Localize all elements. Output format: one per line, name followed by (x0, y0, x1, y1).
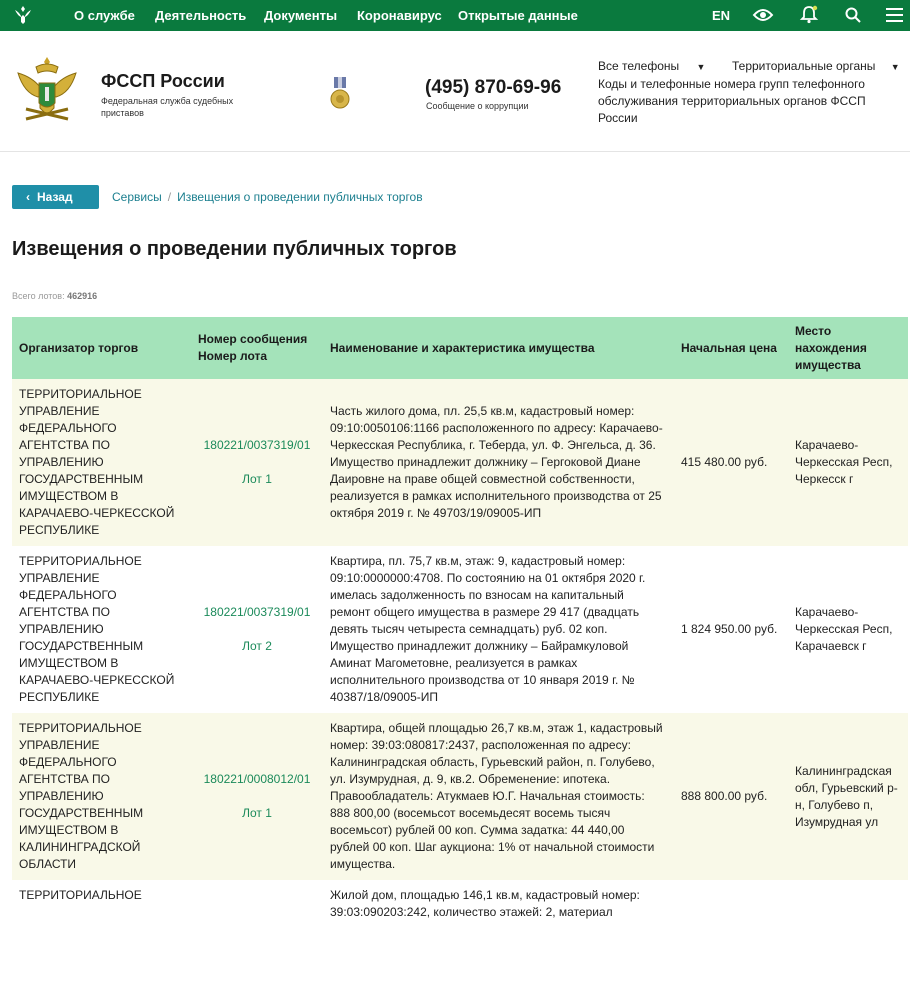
table-row[interactable] (12, 546, 908, 713)
fssp-logo[interactable] (14, 53, 80, 129)
message-number-link[interactable]: 180221/0008012/01 (203, 772, 311, 786)
bell-icon[interactable] (801, 5, 817, 24)
cell-price: 888 800.00 руб. (674, 713, 788, 880)
cell-number (191, 379, 323, 546)
total-lots (12, 291, 97, 301)
all-phones-dropdown[interactable] (598, 59, 705, 73)
col-number: Номер сообщения Номер лота (191, 317, 323, 379)
total-label: Всего лотов: (12, 291, 65, 301)
message-number-link[interactable]: 180221/0037319/01 (203, 438, 311, 452)
eye-icon[interactable] (753, 7, 773, 23)
col-description: Наименование и характеристика имущества (323, 317, 674, 379)
breadcrumb-services[interactable]: Сервисы (112, 190, 162, 204)
medal-icon (330, 77, 350, 111)
menu-icon[interactable] (886, 8, 903, 22)
table-header-row (12, 317, 908, 379)
col-price: Начальная цена (674, 317, 788, 379)
hotline-phone[interactable]: (495) 870-69-96 (425, 77, 562, 98)
phones-description: Коды и телефонные номера групп телефонного обслуживания территориальных органов ФССП России (598, 77, 866, 125)
lot-number-link[interactable]: Лот 1 (242, 472, 272, 486)
cell-description: Часть жилого дома, пл. 25,5 кв.м, кадастровый номер: 09:10:0050106:1166 расположенного по адресу: Карачаево-Черкесская Республика, г. Теберда, ул. Ф. Энгельса, д. 36. Имущество принадлежит должнику – Гергоковой Диане Даировне на праве общей совместной собственности, реализуется в рамках исполнительного производства от 25 октября 2019 г. № 49703/19/09005-ИП (323, 379, 674, 546)
org-subtitle: Федеральная служба судебных приставов (101, 96, 234, 118)
nav-coronavirus[interactable]: Коронавирус (357, 8, 442, 23)
nav-activity[interactable]: Деятельность (155, 8, 247, 23)
emblem-icon[interactable] (12, 4, 34, 26)
org-title[interactable]: ФССП России (101, 71, 225, 91)
message-number-link[interactable]: 180221/0037319/01 (203, 605, 311, 619)
auctions-table (12, 317, 908, 1000)
nav-documents[interactable]: Документы (264, 8, 338, 23)
cell-price: 415 480.00 руб. (674, 379, 788, 546)
breadcrumb-separator: / (167, 190, 172, 204)
nav-open-data[interactable]: Открытые данные (458, 8, 578, 23)
table-row[interactable] (12, 379, 908, 546)
back-label: Назад (37, 190, 73, 204)
all-phones-label: Все телефоны (598, 59, 680, 73)
table-row[interactable] (12, 713, 908, 880)
cell-location: Калининградская обл, Гурьевский р-н, Голубево п, Изумрудная ул (788, 713, 908, 880)
cell-organizer: ТЕРРИТОРИАЛЬНОЕ УПРАВЛЕНИЕ ФЕДЕРАЛЬНОГО АГЕНТСТВА ПО УПРАВЛЕНИЮ ГОСУДАРСТВЕННЫМ ИМУЩЕСТВОМ В КАРАЧАЕВО-ЧЕРКЕССКОЙ РЕСПУБЛИКЕ (12, 546, 191, 713)
cell-description: Квартира, общей площадью 26,7 кв.м, этаж 1, кадастровый номер: 39:03:080817:2437, расположенная по адресу: Калининградская область, Гурьевский район, п. Голубево, ул. Изумрудная, д. 9, кв.2. Обременение: ипотека. Правообладатель: Атукмаев Ю.Г. Начальная стоимость: 888 800,00 (восемьсот восемьдесят восемь тысяч восемьсот) рублей 00 коп. Сумма задатка: 44 440,00 рублей 00 коп. Шаг аукциона: 1% от начальной стоимости имущества. (323, 713, 674, 880)
cell-location: Карачаево-Черкесская Респ, Карачаевск г (788, 546, 908, 713)
cell-number (191, 713, 323, 880)
phone-note: Сообщение о коррупции (426, 101, 529, 111)
caret-down-icon: ▼ (696, 62, 706, 72)
cell-location: Карачаево-Черкесская Респ, Черкесск г (788, 379, 908, 546)
territorial-dropdown[interactable] (732, 59, 900, 73)
cell-description: Квартира, пл. 75,7 кв.м, этаж: 9, кадастровый номер: 09:10:0000000:4708. По состоянию на 01 октября 2020 г. имелась задолженность по взносам на капитальный ремонт общего имущества в размере 29 417 (двадцать девять тысяч четыреста семнадцать) руб. 02 коп. Имущество принадлежит должнику – Байрамкуловой Аминат Магометовне, реализуется в рамках исполнительного производства от 10 января 2019 г. № 40387/18/09005-ИП (323, 546, 674, 713)
cell-number (191, 546, 323, 713)
cell-number (191, 880, 323, 1000)
cell-price: 1 824 950.00 руб. (674, 546, 788, 713)
breadcrumb-current[interactable]: Извещения о проведении публичных торгов (177, 190, 423, 204)
breadcrumb (112, 190, 423, 204)
chevron-left-icon: ‹ (26, 190, 30, 204)
cell-price (674, 880, 788, 1000)
top-navbar (0, 0, 910, 31)
territorial-label: Территориальные органы (732, 59, 876, 73)
col-organizer: Организатор торгов (12, 317, 191, 379)
cell-description: Жилой дом, площадью 146,1 кв.м, кадастровый номер: 39:03:090203:242, количество этажей: 2, материал (323, 880, 674, 1000)
cell-organizer: ТЕРРИТОРИАЛЬНОЕ УПРАВЛЕНИЕ ФЕДЕРАЛЬНОГО АГЕНТСТВА ПО УПРАВЛЕНИЮ ГОСУДАРСТВЕННЫМ ИМУЩЕСТВОМ В КАЛИНИНГРАДСКОЙ ОБЛАСТИ (12, 713, 191, 880)
site-header (0, 31, 910, 152)
nav-about[interactable]: О службе (74, 8, 135, 23)
cell-organizer: ТЕРРИТОРИАЛЬНОЕ УПРАВЛЕНИЕ ФЕДЕРАЛЬНОГО АГЕНТСТВА ПО УПРАВЛЕНИЮ ГОСУДАРСТВЕННЫМ ИМУЩЕСТВОМ В КАРАЧАЕВО-ЧЕРКЕССКОЙ РЕСПУБЛИКЕ (12, 379, 191, 546)
total-value: 462916 (67, 291, 98, 301)
language-switch[interactable]: EN (712, 8, 731, 23)
cell-location (788, 880, 908, 1000)
lot-number-link[interactable]: Лот 1 (242, 806, 272, 820)
lot-number-link[interactable]: Лот 2 (242, 639, 272, 653)
search-icon[interactable] (845, 7, 861, 23)
page-title: Извещения о проведении публичных торгов (12, 238, 457, 260)
back-button[interactable] (12, 185, 99, 209)
cell-organizer: ТЕРРИТОРИАЛЬНОЕ (12, 880, 191, 1000)
caret-down-icon: ▼ (890, 62, 900, 72)
table-row[interactable] (12, 880, 908, 1000)
col-location: Место нахождения имущества (788, 317, 908, 379)
